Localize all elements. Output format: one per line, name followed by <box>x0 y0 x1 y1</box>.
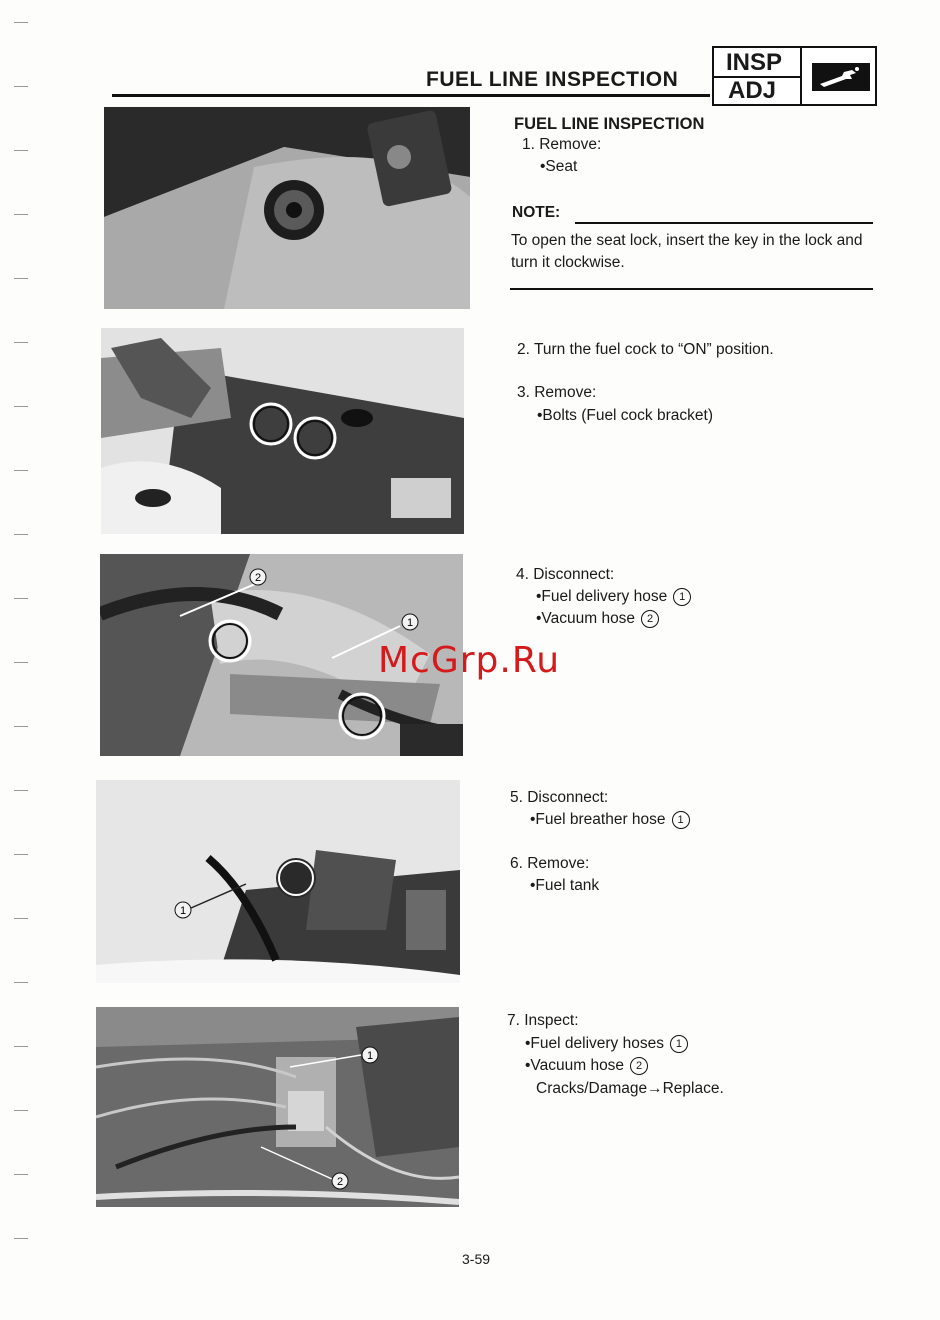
section-badge <box>712 46 877 106</box>
wrench-icon <box>810 60 872 99</box>
photo-breather-hose <box>96 780 460 983</box>
watermark: McGrp.Ru <box>378 640 561 681</box>
step-7-item-1-label: •Fuel delivery hoses <box>525 1035 664 1052</box>
photo-fuel-cock <box>101 328 464 534</box>
page-number: 3-59 <box>462 1251 491 1267</box>
step-5: 5. Disconnect: <box>510 789 609 806</box>
callout-label: 1 <box>366 1050 374 1062</box>
step-1-item: •Seat <box>540 158 578 175</box>
section-heading: FUEL LINE INSPECTION <box>514 115 705 133</box>
step-7: 7. Inspect: <box>507 1012 579 1029</box>
ref-number: 1 <box>670 1035 688 1053</box>
page-title: FUEL LINE INSPECTION <box>426 68 679 91</box>
ref-number: 2 <box>630 1057 648 1075</box>
ref-number: 2 <box>641 610 659 628</box>
photo-seat-lock <box>104 107 470 309</box>
step-4: 4. Disconnect: <box>516 566 615 583</box>
step-4-item-2-label: •Vacuum hose <box>536 610 636 627</box>
header-rule <box>112 94 710 97</box>
callout-label: 2 <box>336 1176 344 1188</box>
step-5-item <box>530 810 690 830</box>
step-7-item-2-label: •Vacuum hose <box>525 1057 625 1074</box>
step-3-item: •Bolts (Fuel cock bracket) <box>537 407 713 424</box>
callout-label: 2 <box>254 572 262 584</box>
step-2: 2. Turn the fuel cock to “ON” position. <box>517 341 774 358</box>
step-5-item-label: •Fuel breather hose <box>530 811 666 828</box>
step-3: 3. Remove: <box>517 384 597 401</box>
callout-label: 1 <box>179 905 187 917</box>
callout-label: 1 <box>406 617 414 629</box>
step-6-item: •Fuel tank <box>530 877 600 894</box>
ref-number: 1 <box>673 588 691 606</box>
note-text: To open the seat lock, insert the key in the lock and turn it clockwise. <box>511 232 863 271</box>
ref-number: 1 <box>672 811 690 829</box>
step-7-item-1 <box>525 1034 688 1054</box>
note-rule <box>575 222 873 224</box>
badge-adj-label: ADJ <box>728 77 777 104</box>
step-7-result: Cracks/Damage→Replace. <box>536 1080 724 1097</box>
step-4-item-1 <box>536 587 691 607</box>
note-end-rule <box>510 288 873 290</box>
step-4-item-1-label: •Fuel delivery hose <box>536 588 668 605</box>
photo-carburetor <box>96 1007 459 1207</box>
step-4-item-2 <box>536 609 659 629</box>
note-label: NOTE: <box>512 204 561 221</box>
badge-divider <box>800 48 802 104</box>
step-6: 6. Remove: <box>510 855 590 872</box>
step-1: 1. Remove: <box>522 136 602 153</box>
step-7-item-2 <box>525 1056 648 1076</box>
badge-insp-label: INSP <box>726 49 783 76</box>
